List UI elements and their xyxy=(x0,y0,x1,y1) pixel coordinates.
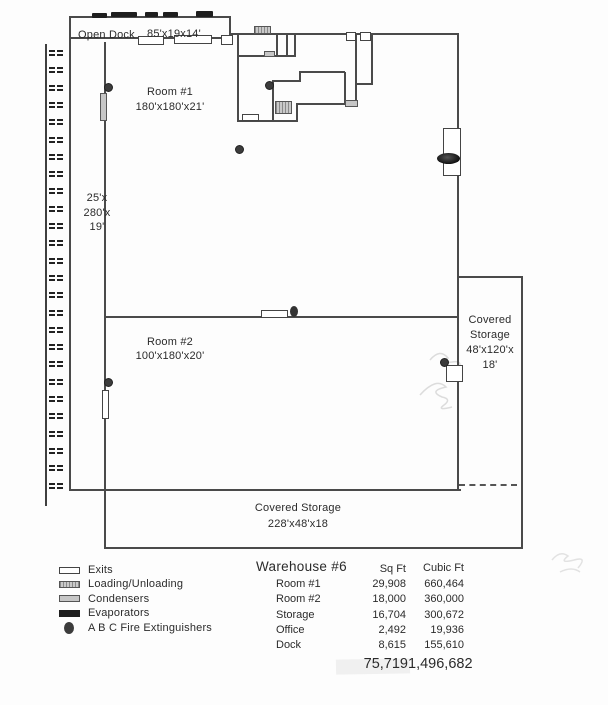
exit-symbol xyxy=(102,390,109,419)
rail-tie xyxy=(49,396,63,402)
rail-tie xyxy=(49,206,63,212)
wall-segment xyxy=(272,80,300,82)
exit-symbol xyxy=(443,128,461,176)
rail-tie xyxy=(49,413,63,419)
wall-segment xyxy=(457,33,459,489)
rail-tie xyxy=(49,361,63,367)
rail-track-line xyxy=(45,44,47,506)
fire-extinguisher-symbol xyxy=(235,145,244,154)
loading-symbol xyxy=(254,26,271,34)
open-dock-dims: 85'x19x14' xyxy=(147,28,201,40)
condenser-symbol xyxy=(100,93,107,121)
column-header-cubicft: Cubic Ft xyxy=(423,562,464,574)
evaporator-symbol xyxy=(59,610,80,617)
wall-segment xyxy=(69,489,461,491)
legend-item-evaporators xyxy=(50,606,212,620)
legend-label: A B C Fire Extinguishers xyxy=(88,622,213,635)
wall-segment xyxy=(294,35,296,56)
fire-extinguisher-symbol xyxy=(104,83,113,92)
legend-item-condensers xyxy=(50,592,212,606)
table-row: Office 2,492 19,936 xyxy=(276,623,464,636)
wall-segment xyxy=(296,103,346,105)
rail-tie xyxy=(49,431,63,437)
rail-tie xyxy=(49,119,63,125)
evaporator-symbol xyxy=(196,11,213,17)
evaporator-symbol xyxy=(111,12,137,17)
table-header-row xyxy=(256,559,468,577)
evaporator-symbol xyxy=(145,12,158,17)
dashed-boundary-line xyxy=(459,484,517,486)
wall-segment xyxy=(521,276,523,549)
legend-label: Condensers xyxy=(88,592,150,605)
wall-segment xyxy=(296,104,298,121)
rail-tie xyxy=(49,240,63,246)
rail-tie xyxy=(49,292,63,298)
wall-segment xyxy=(371,35,373,85)
rail-tie xyxy=(49,465,63,471)
condenser-symbol xyxy=(264,51,275,57)
table-row: Room #2 18,000 360,000 xyxy=(276,593,464,606)
exit-symbol xyxy=(221,35,233,45)
legend-label: Exits xyxy=(88,564,113,577)
fire-extinguisher-symbol xyxy=(290,306,298,317)
evaporator-symbol xyxy=(92,13,107,18)
rail-tie xyxy=(49,67,63,73)
wall-segment xyxy=(104,547,523,549)
rail-tie xyxy=(49,344,63,350)
table-row: Dock 8,615 155,610 xyxy=(276,639,464,652)
rail-tie xyxy=(49,50,63,56)
table-title: Warehouse #6 xyxy=(256,559,347,574)
exit-symbol xyxy=(59,567,80,574)
table-row: Room #1 29,908 660,464 xyxy=(276,578,464,591)
total-cubicft: 1,496,682 xyxy=(408,656,473,672)
rail-tie xyxy=(49,137,63,143)
legend-item-exits xyxy=(50,563,212,577)
wall-segment xyxy=(276,35,278,56)
wall-segment xyxy=(355,35,357,103)
rail-tie xyxy=(49,223,63,229)
condenser-symbol xyxy=(345,100,358,107)
rail-tie xyxy=(49,102,63,108)
table-row: Storage 16,704 300,672 xyxy=(276,608,464,621)
open-dock-label: Open Dock xyxy=(78,29,135,41)
room1-dims: 180'x180'x21' xyxy=(135,101,205,113)
exit-symbol xyxy=(360,32,371,41)
rail-tie xyxy=(49,154,63,160)
legend-item-fire-extinguishers xyxy=(50,620,212,636)
rail-tie xyxy=(49,310,63,316)
dock-corridor-dims: 25'x 280'x 19' xyxy=(83,192,111,233)
rail-tie xyxy=(49,275,63,281)
loading-symbol xyxy=(275,101,292,114)
wall-segment xyxy=(457,276,523,278)
evaporator-symbol xyxy=(437,153,460,164)
condenser-symbol xyxy=(59,595,80,602)
evaporator-symbol xyxy=(163,12,178,17)
rail-tie xyxy=(49,258,63,264)
wall-segment xyxy=(237,34,239,122)
legend xyxy=(50,563,212,636)
wall-segment xyxy=(299,71,345,73)
rail-tie xyxy=(49,85,63,91)
area-table xyxy=(256,559,468,653)
exit-symbol xyxy=(261,310,288,318)
room2-dims: 100'x180'x20' xyxy=(135,350,205,362)
fire-extinguisher-symbol xyxy=(265,81,274,90)
room1-label: Room #1 xyxy=(146,86,194,98)
loading-symbol xyxy=(59,581,80,588)
exit-symbol xyxy=(242,114,259,121)
legend-item-loading xyxy=(50,577,212,591)
rail-tie xyxy=(49,483,63,489)
fire-extinguisher-symbol xyxy=(64,622,74,634)
total-sqft: 75,719 xyxy=(363,656,408,672)
legend-label: Loading/Unloading xyxy=(88,578,184,591)
table-totals-row xyxy=(256,656,472,672)
fire-extinguisher-symbol xyxy=(104,378,113,387)
wall-segment xyxy=(355,83,372,85)
rail-tie xyxy=(49,448,63,454)
wall-segment xyxy=(69,16,71,491)
rail-tie xyxy=(49,171,63,177)
room2-label: Room #2 xyxy=(146,336,194,348)
rail-tie xyxy=(49,327,63,333)
fire-extinguisher-symbol xyxy=(440,358,449,367)
rail-tie xyxy=(49,188,63,194)
covered-storage-bottom-label: Covered Storage 228'x48'x18 xyxy=(254,502,342,530)
legend-label: Evaporators xyxy=(88,607,150,620)
covered-storage-right-label: Covered Storage 48'x120'x 18' xyxy=(466,314,514,371)
wall-segment xyxy=(286,35,288,56)
column-header-sqft: Sq Ft xyxy=(379,563,406,575)
exit-symbol xyxy=(346,32,356,41)
rail-tie xyxy=(49,379,63,385)
